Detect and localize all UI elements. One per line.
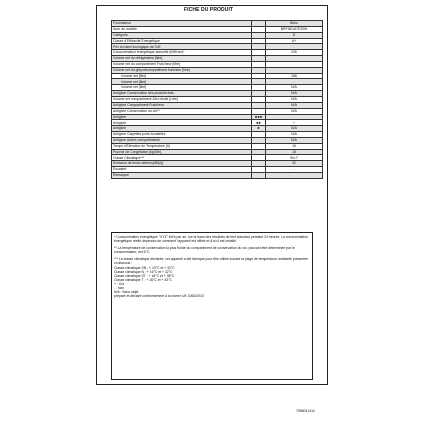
row-label: Émission de bruits aériens[dB(A)] <box>112 161 252 167</box>
row-label: Antigivre <box>112 126 252 132</box>
note-wine: ** La température de conservation la plus froide du compartiment de conservation du vin, pouvant être déterminée par le consommateur, est 6°C. <box>114 246 295 255</box>
row-value: - <box>266 167 323 173</box>
row-value: BRFNE157E20W <box>266 26 323 32</box>
legend-na: N/A : Sans objet <box>114 290 139 295</box>
row-label: Classe d'Efficacité Énergétique <box>112 38 252 44</box>
climate-class-st: Classe climatique ST : + 16°C et + 38°C <box>114 273 175 278</box>
row-value: 8 <box>266 32 323 38</box>
row-value: - <box>266 79 323 85</box>
row-value: 42 <box>266 161 323 167</box>
page-code: 7596041412 <box>296 409 315 413</box>
notes-text <box>114 235 310 298</box>
product-sheet <box>96 5 328 385</box>
row-label: Antigivre Clayettes porte-bouteilles <box>112 132 252 138</box>
star-rating-icon: ✱✱ <box>252 120 266 126</box>
row-value: 249 <box>266 50 323 56</box>
row-label: Antigivre Compartiment Fraîcheur <box>112 102 252 108</box>
row-value: N/A <box>266 102 323 108</box>
row-value: 16 <box>266 143 323 149</box>
row-label: Fournisseur <box>112 21 252 27</box>
row-label: Consommation énergétique annuelle (kWh/an)* <box>112 50 252 56</box>
table-row <box>112 172 323 178</box>
legend-yes: + : Oui <box>114 281 125 286</box>
climate-class-n: Classe climatique N : + 16°C et + 32°C <box>114 269 173 274</box>
row-value: N/A <box>266 96 323 102</box>
row-value: - <box>266 114 323 120</box>
row-label: Antigivre <box>112 120 252 126</box>
row-label: Temps d'Élévation de Température [h] <box>112 143 252 149</box>
row-label: Antigivre Conservation du vin** <box>112 108 252 114</box>
row-label: Pouvoir de Congélation [kg/24h] <box>112 149 252 155</box>
row-label: Antigivre Autres compartiments <box>112 137 252 143</box>
row-value: N/A <box>266 108 323 114</box>
row-label: Volume net compartiment Zéro étoile [Litre] <box>112 96 252 102</box>
note-climate-intro: *** La classe climatique déclarée, cet appareil a été fabriqué pour être utilisé suivant la plage de température ambiante présentée ci-dessous : <box>114 257 308 266</box>
row-label: Volume net [litre] <box>112 79 252 85</box>
sheet-title: FICHE DU PRODUIT <box>184 7 234 13</box>
row-label: Remarque <box>112 172 252 178</box>
row-label: Antigivre <box>112 114 252 120</box>
row-label: Volume net [litre] <box>112 85 252 91</box>
star-rating-icon: ✱✱✱ <box>252 114 266 120</box>
row-label: Volume net du compartiment Fraîcheur [litre] <box>112 61 252 67</box>
row-label: Volume net du réfrigérateur [litre] <box>112 56 252 62</box>
row-value: 168 <box>266 73 323 79</box>
climate-class-t: Classe climatique T : + 16°C et + 43°C <box>114 277 172 282</box>
row-value: SN-T <box>266 155 323 161</box>
compliance-note: préparé et déclaré conformément à la norme UE 1060/2010 <box>114 294 204 299</box>
specs-table <box>111 20 323 179</box>
row-value: 18 <box>266 149 323 155</box>
row-label: Antigivre Conservation des produits frais <box>112 91 252 97</box>
row-value: Beko <box>266 21 323 27</box>
row-label: Nom du modèle <box>112 26 252 32</box>
star-rating-icon <box>252 172 266 178</box>
row-value: N/A <box>266 91 323 97</box>
row-label: Classe Climatique*** <box>112 155 252 161</box>
legend-no: - : Non <box>114 286 125 291</box>
row-label: Catégorie <box>112 32 252 38</box>
note-energy: * Consommation énergétique "XYZ" kWh par an, sur la base des résultats de test standard pendant 24 heures. La consommation énergétique réelle dépendra de comment l'appareil est utilisé et d'où il est installé. <box>114 235 308 244</box>
specs-table-container <box>111 20 313 179</box>
notes-box <box>111 232 313 380</box>
star-rating-icon: ✱ <box>252 126 266 132</box>
row-value: N/A <box>266 132 323 138</box>
row-value: N/A <box>266 137 323 143</box>
row-label: Prix du label écologique de l'UE <box>112 44 252 50</box>
row-label: Volume net du glaçon/compartiment fraîcheur [litre] <box>112 67 252 73</box>
row-value: - <box>266 44 323 50</box>
row-value: + <box>266 120 323 126</box>
climate-class-sn: Classe climatique SN : + 10°C et + 32°C <box>114 265 175 270</box>
row-value: N/A <box>266 85 323 91</box>
row-value: N/A <box>266 126 323 132</box>
row-value <box>266 172 323 178</box>
row-label: Encastré <box>112 167 252 173</box>
row-value: A+ <box>266 38 323 44</box>
row-label: Volume net [litre] <box>112 73 252 79</box>
